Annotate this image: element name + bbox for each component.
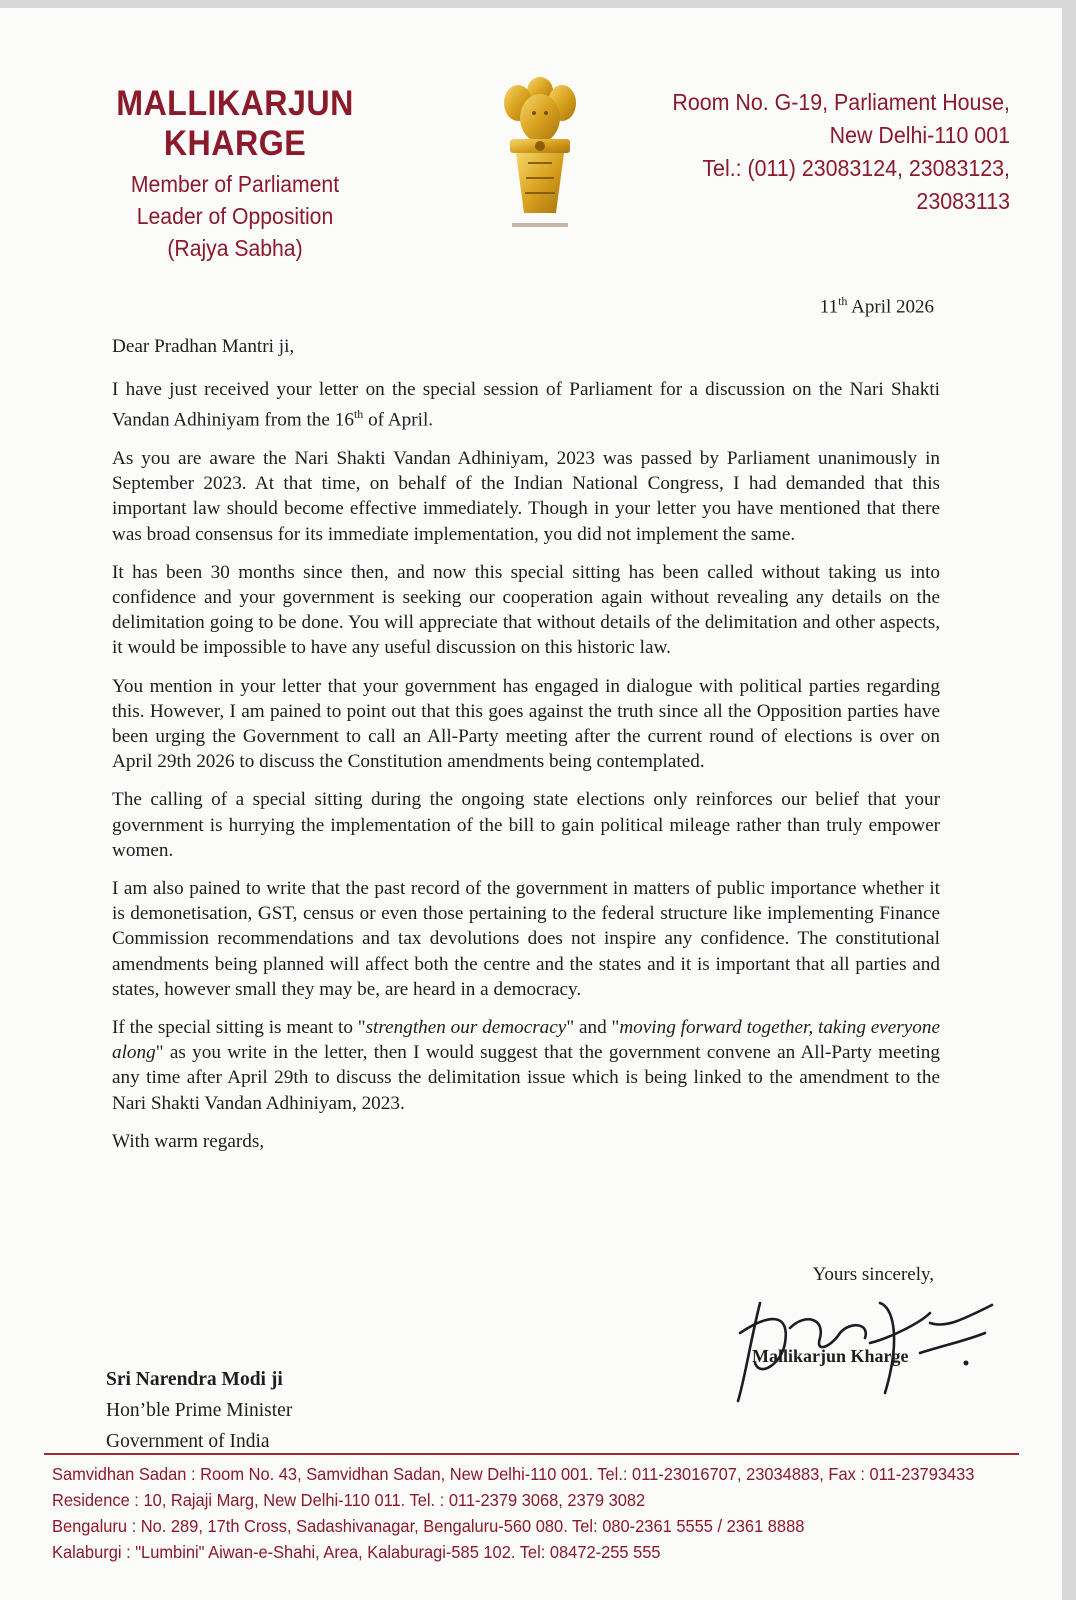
date-suffix: th [838,294,848,308]
paragraph-3: It has been 30 months since then, and now this special sitting has been called without taking us into confidence and your government is seeking our cooperation again without revealing any details on the delimitation going to be done. You will appreciate that without details of the delimitation and other aspects, it would be impossible to have any useful discussion on this historic law. [112,561,940,659]
paragraph-1 [112,377,940,433]
paragraph-1-sup: th [353,407,364,422]
office-city: New Delhi-110 001 [829,122,1010,148]
addressee-block [106,1364,292,1457]
addressee-name: Sri Narendra Modi ji [106,1369,283,1390]
letterhead-left [40,84,430,264]
closing: With warm regards, [112,1130,265,1152]
paragraph-1-text: I have just received your letter on the special session of Parliament for a discussion on the Nari Shakti Vandan Adhiniyam from the 16 [112,379,940,431]
salutation: Dear Pradhan Mantri ji, [112,336,295,357]
date-day: 11 [819,296,839,318]
letter-body [112,334,940,1167]
paragraph-7 [112,1015,940,1116]
paragraph-2: As you are aware the Nari Shakti Vandan Adhiniyam, 2023 was passed by Parliament unanimously in September 2023. At that time, on behalf of the Indian National Congress, I had demanded that this important law should become effective immediately. Though in your letter you have mentioned that there was broad consensus for its immediate implementation, you did not implement the same. [112,448,940,545]
designation-lop: Leader of Opposition [136,203,334,229]
footer-divider [44,1453,1019,1455]
paragraph-7-text-a: If the special sitting is meant to " [112,1017,366,1039]
letter-date [820,294,934,318]
addressee-title: Hon’ble Prime Minister [106,1400,293,1421]
sender-name: MALLIKARJUN KHARGE [116,84,354,163]
quote-strengthen: strengthen our democracy [365,1017,567,1039]
paragraph-4: You mention in your letter that your government has engaged in dialogue with political parties regarding this. However, I am pained to point out that this goes against the truth since all the Opposition parties have been urging the Government to call an All-Party meeting after the current round of elections is over on April 29th 2026 to discuss the Constitution amendments being contemplated. [112,675,940,773]
designation-mp: Member of Parliament [130,171,340,197]
signatory-name: Mallikarjun Kharge [752,1346,909,1366]
letter-page [0,8,1062,1600]
addressee-org: Government of India [106,1431,270,1452]
designation-house: (Rajya Sabha) [167,235,303,261]
paragraph-6: I am also pained to write that the past record of the government in matters of public importance whether it is demonetisation, GST, census or even those pertaining to the federal structure like implementing Finance Commission recommendations and tax devolutions does not inspire any confidence. The constitutional amendments being planned will affect both the centre and the states and it is important that all parties and states, however small they may be, are heard in a democracy. [112,878,940,1000]
footer-kalaburgi: Kalaburgi : "Lumbini" Aiwan-e-Shahi, Area, Kalaburagi-585 102. Tel: 08472-255 555 [52,1542,661,1562]
paragraph-7-text-b: " and " [566,1017,620,1039]
quote-moving-forward: moving forward together, taking everyone along [112,1017,940,1064]
state-emblem-icon [490,63,590,238]
office-telephone-2: 23083113 [916,188,1010,214]
paragraph-7-text-c: " as you write in the letter, then I would suggest that the government convene an All-Party meeting any time after April 29th to discuss the delimitation issue which is being linked to the amendment to the Nari Shakti Vandan Adhiniyam, 2023. [112,1042,940,1114]
letterhead-right [590,86,1010,218]
office-telephone: Tel.: (011) 23083124, 23083123, [702,155,1010,181]
date-month-year: April 2026 [847,296,934,318]
office-address: Room No. G-19, Parliament House, [672,89,1010,115]
paragraph-5: The calling of a special sitting during the ongoing state elections only reinforces our belief that your government is hurrying the implementation of the bill to gain political mileage rather than truly empower women. [112,789,940,861]
footer-addresses [52,1461,1042,1565]
footer-bengaluru: Bengaluru : No. 289, 17th Cross, Sadashivanagar, Bengaluru-560 080. Tel: 080-2361 5555 / 2361 8888 [52,1516,805,1536]
valediction: Yours sincerely, [812,1264,934,1285]
footer-residence: Residence : 10, Rajaji Marg, New Delhi-110 011. Tel. : 011-2379 3068, 2379 3082 [52,1490,646,1510]
paragraph-1-end: of April. [363,409,434,431]
footer-samvidhan-sadan: Samvidhan Sadan : Room No. 43, Samvidhan Sadan, New Delhi-110 001. Tel.: 011-23016707, 23034883, Fax : 011-23793433 [52,1464,975,1484]
